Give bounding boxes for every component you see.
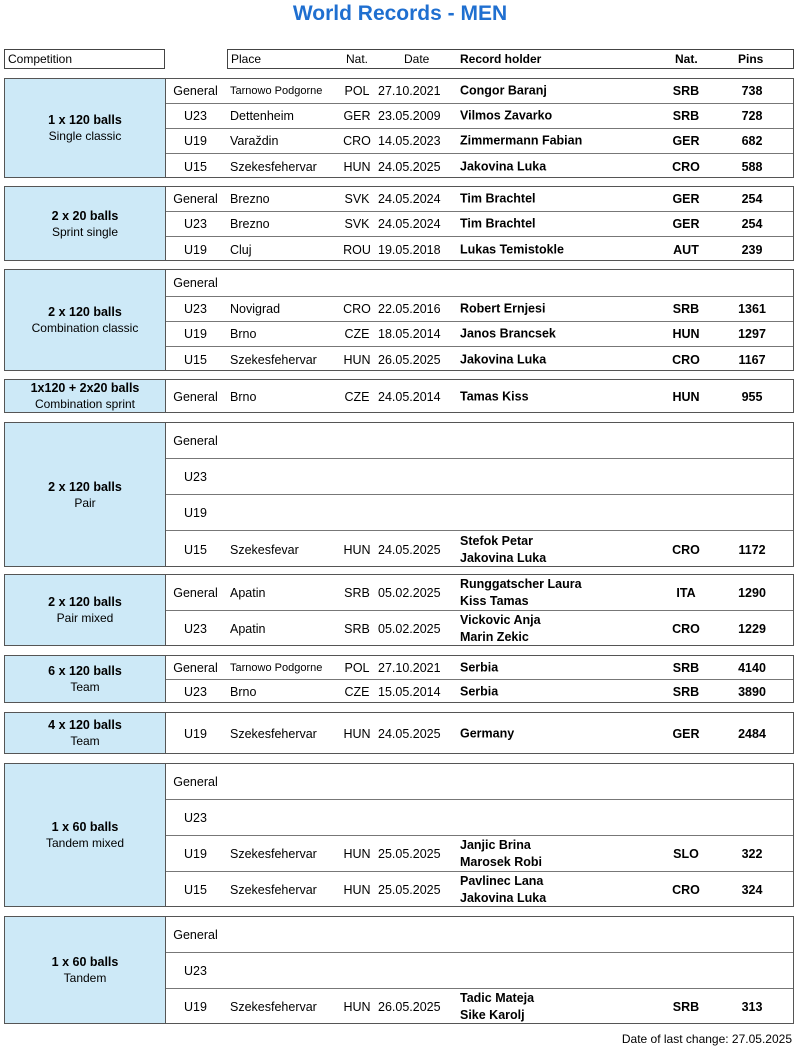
competition-name: 6 x 120 balls xyxy=(48,664,122,678)
table-row xyxy=(166,953,793,989)
pins-cell: 239 xyxy=(741,242,763,257)
competition-label xyxy=(4,763,166,907)
place-cell: Brezno xyxy=(230,217,270,231)
place-cell: Apatin xyxy=(230,585,266,600)
holder-nat-cell: GER xyxy=(672,217,700,231)
venue-nat-cell: CRO xyxy=(343,302,371,316)
holder-nat-cell: SRB xyxy=(672,109,700,123)
record-holder-name: Lukas Temistokle xyxy=(460,242,564,256)
record-holder-name: Congor Baranj xyxy=(460,83,547,98)
holder-nat-cell: CRO xyxy=(672,159,700,174)
record-holder-cell xyxy=(460,837,542,871)
category-cell: U23 xyxy=(184,685,207,699)
date-cell: 23.05.2009 xyxy=(378,109,441,123)
competition-group xyxy=(4,916,794,1024)
page-title: World Records - MEN xyxy=(292,2,508,25)
venue-nat-cell: SVK xyxy=(344,192,370,206)
venue-nat-cell: HUN xyxy=(343,846,371,861)
header-competition-label: Competition xyxy=(8,52,73,66)
competition-subtitle: Pair xyxy=(74,495,96,510)
category-cell: U19 xyxy=(184,242,207,257)
date-cell: 22.05.2016 xyxy=(378,302,441,316)
category-cell: U15 xyxy=(184,883,207,897)
record-rows xyxy=(166,574,794,646)
place-cell: Brno xyxy=(230,390,257,404)
record-rows xyxy=(166,655,794,703)
record-holder-cell xyxy=(460,873,546,907)
header-record-holder: Record holder xyxy=(460,52,542,66)
header-holder-nat: Nat. xyxy=(675,52,698,66)
record-holder-name: Runggatscher Laura xyxy=(460,576,582,591)
holder-nat-cell: SRB xyxy=(672,302,700,316)
holder-nat-cell: CRO xyxy=(672,883,700,897)
header-nat: Nat. xyxy=(346,52,369,66)
category-cell: General xyxy=(173,774,218,789)
record-rows xyxy=(166,186,794,261)
table-row xyxy=(166,836,793,872)
venue-nat-cell: CZE xyxy=(344,390,370,404)
place-cell: Szekesfehervar xyxy=(230,1000,317,1014)
date-cell: 14.05.2023 xyxy=(378,134,441,148)
competition-name: 4 x 120 balls xyxy=(48,718,122,732)
venue-nat-cell: HUN xyxy=(343,542,371,557)
pins-cell: 1361 xyxy=(738,302,766,316)
category-cell: General xyxy=(173,276,218,290)
category-cell: General xyxy=(173,390,218,404)
pins-cell: 1229 xyxy=(738,622,766,636)
record-holder-cell xyxy=(460,990,534,1024)
competition-subtitle: Team xyxy=(70,680,100,694)
pins-cell: 728 xyxy=(741,109,763,123)
category-cell: General xyxy=(173,927,218,942)
competition-group xyxy=(4,379,794,413)
place-cell: Szekesfehervar xyxy=(230,352,317,367)
venue-nat-cell: ROU xyxy=(343,242,371,257)
record-holder-name: Pavlinec Lana xyxy=(460,874,544,888)
record-holder-cell xyxy=(460,351,546,368)
place-cell: Brezno xyxy=(230,192,270,206)
place-cell: Varaždin xyxy=(230,134,279,148)
table-row xyxy=(166,270,793,297)
header-record-columns xyxy=(227,49,794,69)
record-holder-name: Jakovina Luka xyxy=(460,891,547,905)
table-row xyxy=(166,872,793,908)
place-cell: Szekesfehervar xyxy=(230,846,317,861)
date-cell: 25.05.2025 xyxy=(378,883,441,897)
table-row xyxy=(166,575,793,611)
venue-nat-cell: HUN xyxy=(343,883,371,897)
pins-cell: 955 xyxy=(741,390,763,404)
competition-subtitle: Tandem mixed xyxy=(45,836,125,850)
category-cell: U19 xyxy=(184,327,207,341)
record-holder-cell xyxy=(460,191,536,208)
date-cell: 24.05.2025 xyxy=(378,542,441,557)
place-cell: Szekesfehervar xyxy=(230,727,317,741)
category-cell: U23 xyxy=(184,810,207,825)
venue-nat-cell: CRO xyxy=(343,134,371,148)
record-holder-cell xyxy=(460,301,545,318)
place-cell: Szekesfehervar xyxy=(230,883,317,897)
competition-name: 2 x 20 balls xyxy=(51,208,119,223)
competition-label xyxy=(4,186,166,261)
place-cell: Tarnowo Podgorne xyxy=(230,661,323,674)
header-date: Date xyxy=(404,52,430,66)
record-rows xyxy=(166,78,794,178)
table-row xyxy=(166,459,793,495)
holder-nat-cell: SRB xyxy=(672,685,700,699)
competition-subtitle: Sprint single xyxy=(51,224,119,239)
competition-name: 1 x 60 balls xyxy=(51,955,119,969)
holder-nat-cell: SRB xyxy=(672,660,700,675)
pins-cell: 1297 xyxy=(738,327,766,341)
record-rows xyxy=(166,422,794,567)
category-cell: U15 xyxy=(184,159,207,174)
holder-nat-cell: HUN xyxy=(672,327,700,341)
place-cell: Apatin xyxy=(230,622,266,636)
place-cell: Szekesfevar xyxy=(230,542,299,557)
date-cell: 05.02.2025 xyxy=(378,622,441,636)
venue-nat-cell: SRB xyxy=(344,585,370,600)
record-holder-name: Germany xyxy=(460,726,515,741)
category-cell: General xyxy=(173,433,218,448)
competition-label xyxy=(4,422,166,567)
record-rows xyxy=(166,763,794,907)
record-holder-cell xyxy=(460,726,514,743)
competition-group xyxy=(4,712,794,754)
competition-group xyxy=(4,574,794,646)
category-cell: U23 xyxy=(184,469,207,484)
date-cell: 25.05.2025 xyxy=(378,846,441,861)
category-cell: U19 xyxy=(184,505,207,520)
table-row xyxy=(166,713,793,755)
pins-cell: 3890 xyxy=(738,685,766,699)
pins-cell: 4140 xyxy=(738,660,766,675)
category-cell: U23 xyxy=(184,109,207,123)
header-pins: Pins xyxy=(738,52,764,66)
holder-nat-cell: ITA xyxy=(676,585,696,600)
competition-group xyxy=(4,269,794,371)
place-cell: Brno xyxy=(230,327,257,341)
competition-name: 1 x 60 balls xyxy=(51,820,119,834)
date-cell: 24.05.2014 xyxy=(378,390,441,404)
date-cell: 15.05.2014 xyxy=(378,685,441,699)
venue-nat-cell: HUN xyxy=(343,1000,371,1014)
competition-subtitle: Team xyxy=(70,734,100,748)
table-row xyxy=(166,79,793,104)
record-holder-cell xyxy=(460,576,582,610)
date-cell: 26.05.2025 xyxy=(378,352,441,367)
record-holder-cell xyxy=(460,389,529,406)
venue-nat-cell: SRB xyxy=(344,622,370,636)
record-holder-cell xyxy=(460,326,556,343)
record-rows xyxy=(166,269,794,371)
date-cell: 05.02.2025 xyxy=(378,585,441,600)
competition-group xyxy=(4,186,794,261)
record-holder-name: Jakovina Luka xyxy=(460,352,547,366)
competition-group xyxy=(4,78,794,178)
category-cell: General xyxy=(173,660,218,675)
holder-nat-cell: AUT xyxy=(673,242,699,257)
venue-nat-cell: POL xyxy=(344,84,370,98)
record-holder-name: Serbia xyxy=(460,684,499,699)
competition-label xyxy=(4,269,166,371)
record-holder-name: Kiss Tamas xyxy=(460,593,529,608)
pins-cell: 1167 xyxy=(738,352,766,367)
record-holder-name: Stefok Petar xyxy=(460,533,533,548)
competition-label xyxy=(4,712,166,754)
table-row xyxy=(166,187,793,212)
category-cell: U23 xyxy=(184,963,207,978)
holder-nat-cell: GER xyxy=(672,192,700,206)
competition-group xyxy=(4,763,794,907)
table-row xyxy=(166,154,793,179)
pins-cell: 322 xyxy=(741,846,763,861)
category-cell: U15 xyxy=(184,542,207,557)
category-cell: U19 xyxy=(184,727,207,741)
pins-cell: 254 xyxy=(741,217,763,231)
holder-nat-cell: CRO xyxy=(672,352,700,367)
competition-label xyxy=(4,916,166,1024)
competition-subtitle: Single classic xyxy=(48,129,122,143)
record-holder-cell xyxy=(460,659,498,676)
record-holder-cell xyxy=(460,108,552,125)
record-holder-name: Tim Brachtel xyxy=(460,216,536,231)
record-rows xyxy=(166,916,794,1024)
holder-nat-cell: GER xyxy=(672,727,700,741)
place-cell: Tarnowo Podgorne xyxy=(230,85,323,97)
pins-cell: 313 xyxy=(741,1000,763,1014)
pins-cell: 2484 xyxy=(738,727,766,741)
record-holder-name: Robert Ernjesi xyxy=(460,301,546,316)
venue-nat-cell: CZE xyxy=(344,685,370,699)
record-holder-name: Tadic Mateja xyxy=(460,991,535,1005)
venue-nat-cell: CZE xyxy=(344,327,370,341)
table-row xyxy=(166,347,793,372)
competition-group xyxy=(4,655,794,703)
record-holder-name: Janjic Brina xyxy=(460,837,531,852)
table-row xyxy=(166,800,793,836)
table-row xyxy=(166,764,793,800)
venue-nat-cell: HUN xyxy=(343,727,371,741)
table-row xyxy=(166,322,793,347)
record-holder-name: Janos Brancsek xyxy=(460,326,556,341)
category-cell: U15 xyxy=(184,352,207,367)
record-holder-name: Vilmos Zavarko xyxy=(460,108,553,123)
pins-cell: 254 xyxy=(741,192,763,206)
category-cell: U23 xyxy=(184,302,207,316)
record-holder-name: Serbia xyxy=(460,660,499,674)
pins-cell: 738 xyxy=(741,84,763,98)
place-cell: Cluj xyxy=(230,242,252,257)
record-holder-name: Jakovina Luka xyxy=(460,159,547,173)
date-cell: 18.05.2014 xyxy=(378,327,441,341)
table-row xyxy=(166,212,793,237)
table-row xyxy=(166,104,793,129)
category-cell: General xyxy=(173,192,218,206)
competition-label xyxy=(4,379,166,413)
pins-cell: 1290 xyxy=(738,585,766,600)
holder-nat-cell: SRB xyxy=(672,84,700,98)
holder-nat-cell: SRB xyxy=(672,1000,700,1014)
category-cell: General xyxy=(173,585,218,600)
record-holder-name: Vickovic Anja xyxy=(460,613,541,627)
record-holder-name: Zimmermann Fabian xyxy=(460,133,583,148)
table-row xyxy=(166,989,793,1025)
holder-nat-cell: HUN xyxy=(672,390,700,404)
competition-label xyxy=(4,78,166,178)
date-cell: 24.05.2025 xyxy=(378,727,441,741)
record-holder-cell xyxy=(460,612,541,646)
competition-name: 1 x 120 balls xyxy=(48,113,122,127)
record-rows xyxy=(166,379,794,413)
category-cell: U19 xyxy=(184,846,207,861)
competition-subtitle: Pair mixed xyxy=(56,611,114,625)
competition-subtitle: Combination classic xyxy=(31,321,139,335)
record-holder-cell xyxy=(460,216,536,233)
pins-cell: 1172 xyxy=(738,542,766,557)
pins-cell: 682 xyxy=(741,134,763,148)
place-cell: Szekesfehervar xyxy=(230,159,317,174)
competition-name: 2 x 120 balls xyxy=(48,479,122,494)
place-cell: Dettenheim xyxy=(230,109,294,123)
date-cell: 26.05.2025 xyxy=(378,1000,441,1014)
record-holder-name: Jakovina Luka xyxy=(460,550,547,565)
category-cell: U23 xyxy=(184,217,207,231)
record-holder-name: Marin Zekic xyxy=(460,630,529,644)
holder-nat-cell: GER xyxy=(672,134,700,148)
date-cell: 27.10.2021 xyxy=(378,660,441,675)
table-row xyxy=(166,297,793,322)
table-row xyxy=(166,129,793,154)
header-place: Place xyxy=(231,52,262,66)
competition-subtitle: Combination sprint xyxy=(34,397,136,411)
category-cell: U19 xyxy=(184,134,207,148)
record-holder-cell xyxy=(460,241,564,258)
record-holder-name: Marosek Robi xyxy=(460,854,542,869)
category-cell: U23 xyxy=(184,622,207,636)
record-holder-name: Tamas Kiss xyxy=(460,389,529,404)
record-holder-cell xyxy=(460,158,546,175)
category-cell: General xyxy=(173,84,218,98)
holder-nat-cell: SLO xyxy=(673,846,699,861)
competition-subtitle: Tandem xyxy=(63,971,107,985)
record-holder-name: Sike Karolj xyxy=(460,1008,525,1022)
competition-group xyxy=(4,422,794,567)
place-cell: Brno xyxy=(230,685,257,699)
competition-label xyxy=(4,655,166,703)
table-row xyxy=(166,380,793,414)
table-row xyxy=(166,917,793,953)
record-holder-cell xyxy=(460,533,546,567)
holder-nat-cell: CRO xyxy=(672,542,700,557)
record-holder-name: Tim Brachtel xyxy=(460,191,536,206)
table-row xyxy=(166,656,793,680)
competition-name: 1x120 + 2x20 balls xyxy=(30,381,140,395)
category-cell: U19 xyxy=(184,1000,207,1014)
record-holder-cell xyxy=(460,684,498,701)
venue-nat-cell: HUN xyxy=(343,159,371,174)
header-competition xyxy=(4,49,165,69)
competition-label xyxy=(4,574,166,646)
holder-nat-cell: CRO xyxy=(672,622,700,636)
last-change-date: Date of last change: 27.05.2025 xyxy=(621,1032,792,1046)
venue-nat-cell: SVK xyxy=(344,217,370,231)
date-cell: 19.05.2018 xyxy=(378,242,441,257)
date-cell: 24.05.2024 xyxy=(378,192,441,206)
venue-nat-cell: GER xyxy=(343,109,371,123)
table-row xyxy=(166,495,793,531)
competition-name: 2 x 120 balls xyxy=(48,595,122,609)
table-row xyxy=(166,531,793,568)
pins-cell: 324 xyxy=(741,883,763,897)
table-row xyxy=(166,680,793,704)
record-rows xyxy=(166,712,794,754)
table-row xyxy=(166,611,793,647)
table-row xyxy=(166,237,793,262)
date-cell: 24.05.2025 xyxy=(378,159,441,174)
venue-nat-cell: POL xyxy=(344,660,370,675)
date-cell: 24.05.2024 xyxy=(378,217,441,231)
record-holder-cell xyxy=(460,83,547,100)
date-cell: 27.10.2021 xyxy=(378,84,441,98)
venue-nat-cell: HUN xyxy=(343,352,371,367)
record-holder-cell xyxy=(460,133,582,150)
table-row xyxy=(166,423,793,459)
competition-name: 2 x 120 balls xyxy=(48,305,122,319)
pins-cell: 588 xyxy=(741,159,763,174)
place-cell: Novigrad xyxy=(230,302,281,316)
